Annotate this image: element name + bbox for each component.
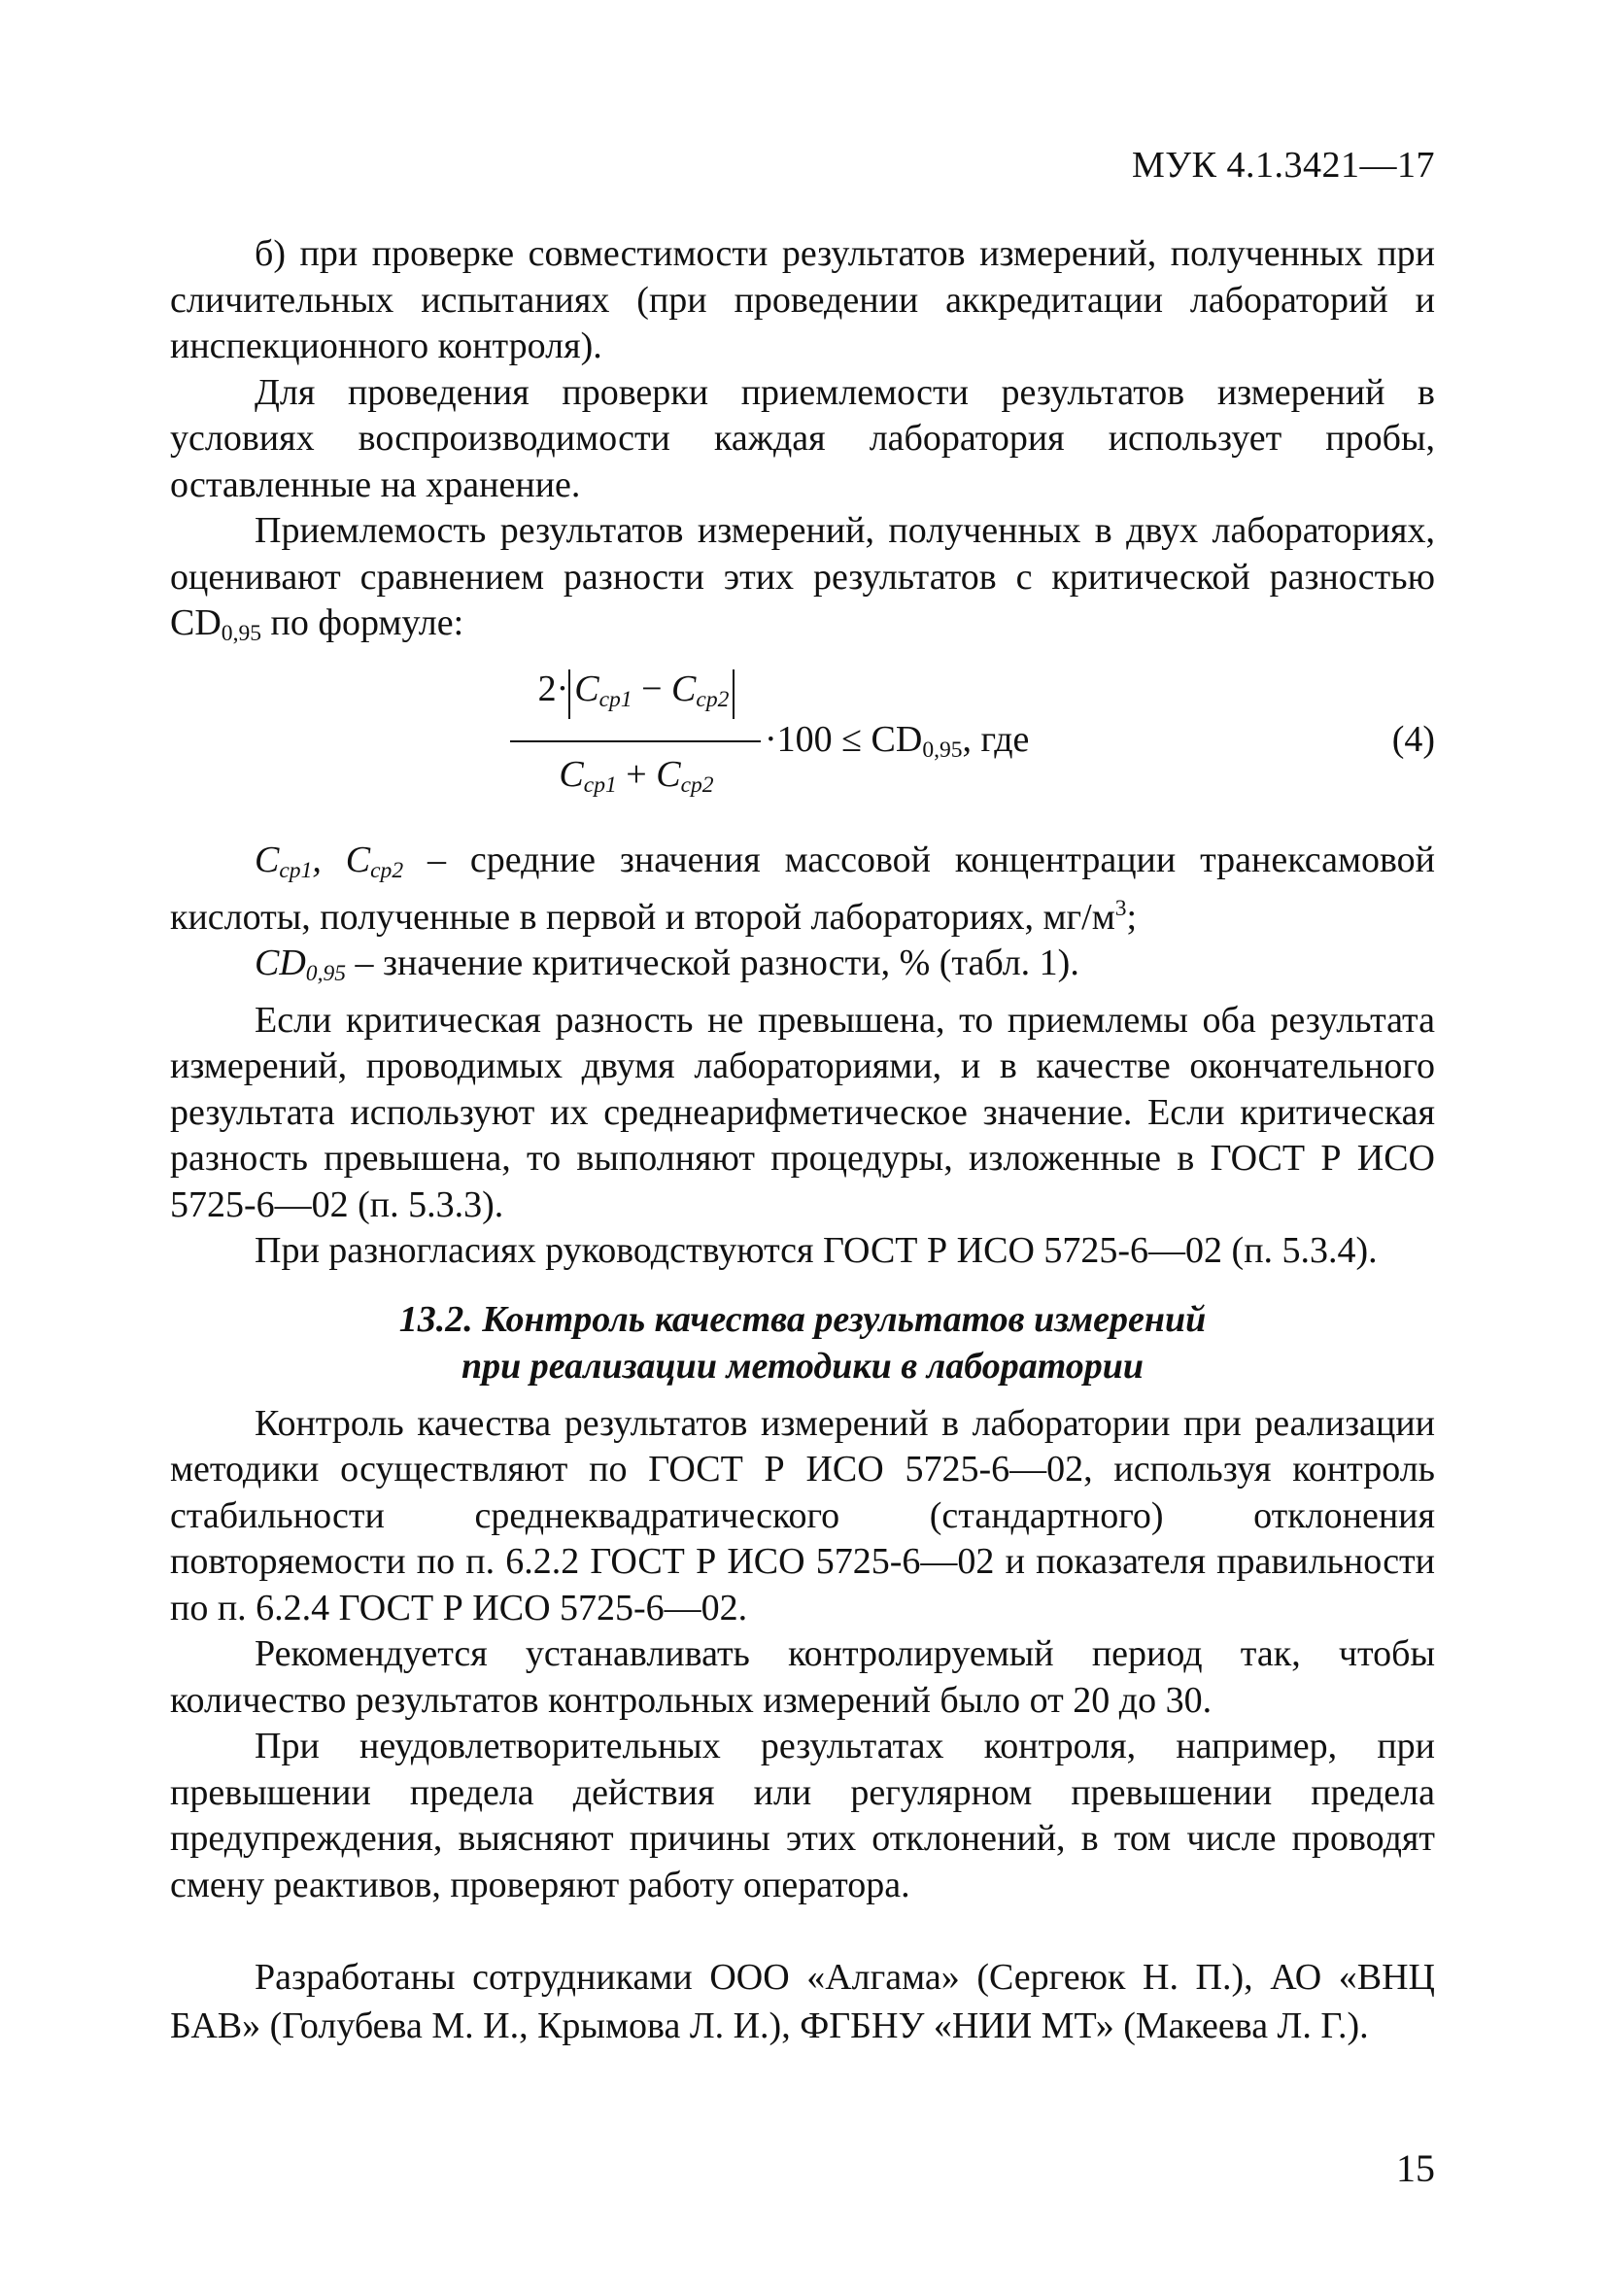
def-cd-text: – значение критической разности, % (табл. 1). (346, 942, 1079, 984)
numerator-prefix: 2· (537, 668, 569, 710)
formula-denominator (510, 752, 763, 808)
plus-sign: + (616, 754, 657, 796)
paragraph-control-period: Рекомендуется устанавливать контролируемый период так, чтобы количество результатов контрольных измерений было от 20 до 30. (170, 1633, 1435, 1721)
den-c1-subscript: cp1 (583, 772, 617, 799)
paragraph-acceptability (170, 508, 1435, 657)
c2-symbol: C (671, 668, 697, 710)
def-c2-symbol: C (345, 840, 371, 881)
fraction-line (510, 740, 761, 742)
def-concentrations-text: – средние значения массовой концентрации транексамовой кислоты, полученные в первой и второй лабораториях, мг/м (170, 840, 1436, 938)
definition-cd (170, 941, 1435, 997)
def-concentrations-end: ; (1126, 896, 1138, 938)
cd-subscript: 0,95 (221, 620, 262, 646)
formula-fraction (510, 659, 1030, 834)
paragraph-quality-control: Контроль качества результатов измерений в лаборатории при реализации методики осуществляют по ГОСТ Р ИСО 5725-6—02, используя контроль стабильности среднеквадратического (стандартного) отклонения повторяемости по п. 6.2.2 ГОСТ Р ИСО 5725-6—02 и показателя правильности по п. 6.2.4 ГОСТ Р ИСО 5725-6—02. (170, 1402, 1435, 1628)
paragraph-acceptability-text: Приемлемость результатов измерений, полученных в двух лабораториях, оценивают сравнением разности этих результатов с критической разностью CD (170, 510, 1435, 643)
document-code-header: МУК 4.1.3421—17 (1131, 145, 1435, 186)
formula-cd-subscript: 0,95 (922, 737, 963, 764)
def-cd-subscript: 0,95 (305, 961, 347, 987)
den-c2-subscript: cp2 (680, 772, 714, 799)
section-title-13-2 (170, 1296, 1435, 1389)
def-c1-subscript: cp1 (279, 858, 313, 884)
paragraph-b: б) при проверке совместимости результатов измерений, полученных при сличительных испытаниях (при проведении аккредитации лабораторий и инспекционного контроля). (170, 233, 1435, 366)
paragraph-acceptability-end: по формуле: (261, 602, 464, 643)
def-unit-superscript: 3 (1114, 895, 1127, 921)
definition-concentrations (170, 838, 1435, 941)
page-number: 15 (1396, 2146, 1435, 2190)
def-cd-symbol: CD (255, 942, 306, 984)
formula-4 (170, 659, 1435, 834)
paragraph-reproducibility: Для проведения проверки приемлемости результатов измерений в условиях воспроизводимости каждая лаборатория использует пробы, оставленные на хранение. (170, 371, 1435, 505)
c1-symbol: C (574, 668, 599, 710)
den-c1-symbol: C (559, 754, 584, 796)
credits-block (170, 1953, 1435, 2050)
section-title-line-1: 13.2. Контроль качества результатов измерений (398, 1298, 1207, 1340)
c2-subscript: cp2 (696, 687, 730, 713)
den-c2-symbol: C (656, 754, 681, 796)
def-c1-symbol: C (255, 840, 280, 881)
paragraph-unsatisfactory-results: При неудовлетворительных результатах контроля, например, при превышении предела действия или регулярном превышении предела предупреждения, выясняют причины этих отклонений, в том числе проводят смену реактивов, проверяют работу оператора. (170, 1726, 1435, 1905)
document-body (170, 231, 1435, 1908)
formula-numerator (510, 667, 763, 719)
section-title-line-2: при реализации методики в лаборатории (461, 1345, 1145, 1387)
c1-subscript: cp1 (598, 687, 632, 713)
def-c2-subscript: cp2 (370, 858, 404, 884)
formula-tail (765, 717, 1029, 773)
paragraph-disagreements: При разногласиях руководствуются ГОСТ Р ИСО 5725-6—02 (п. 5.3.4). (255, 1230, 1378, 1272)
times-100-le-cd: ·100 ≤ CD (765, 719, 923, 761)
formula-where: , где (962, 719, 1030, 761)
equation-number: (4) (1391, 719, 1435, 761)
minus-sign: − (632, 668, 672, 710)
credits-text: Разработаны сотрудниками ООО «Алгама» (Сергеюк Н. П.), АО «ВНЦ БАВ» (Голубева М. И., Крымова Л. И.), ФГБНУ «НИИ МТ» (Макеева Л. Г.). (170, 1957, 1435, 2046)
paragraph-critical-difference: Если критическая разность не превышена, то приемлемы оба результата измерений, проводимых двумя лабораториями, и в качестве окончательного результата используют их среднеарифметическое значение. Если критическая разность превышена, то выполняют процедуры, изложенные в ГОСТ Р ИСО 5725-6—02 (п. 5.3.3). (170, 999, 1435, 1225)
absolute-value (568, 669, 735, 719)
def-separator: , (312, 840, 346, 881)
